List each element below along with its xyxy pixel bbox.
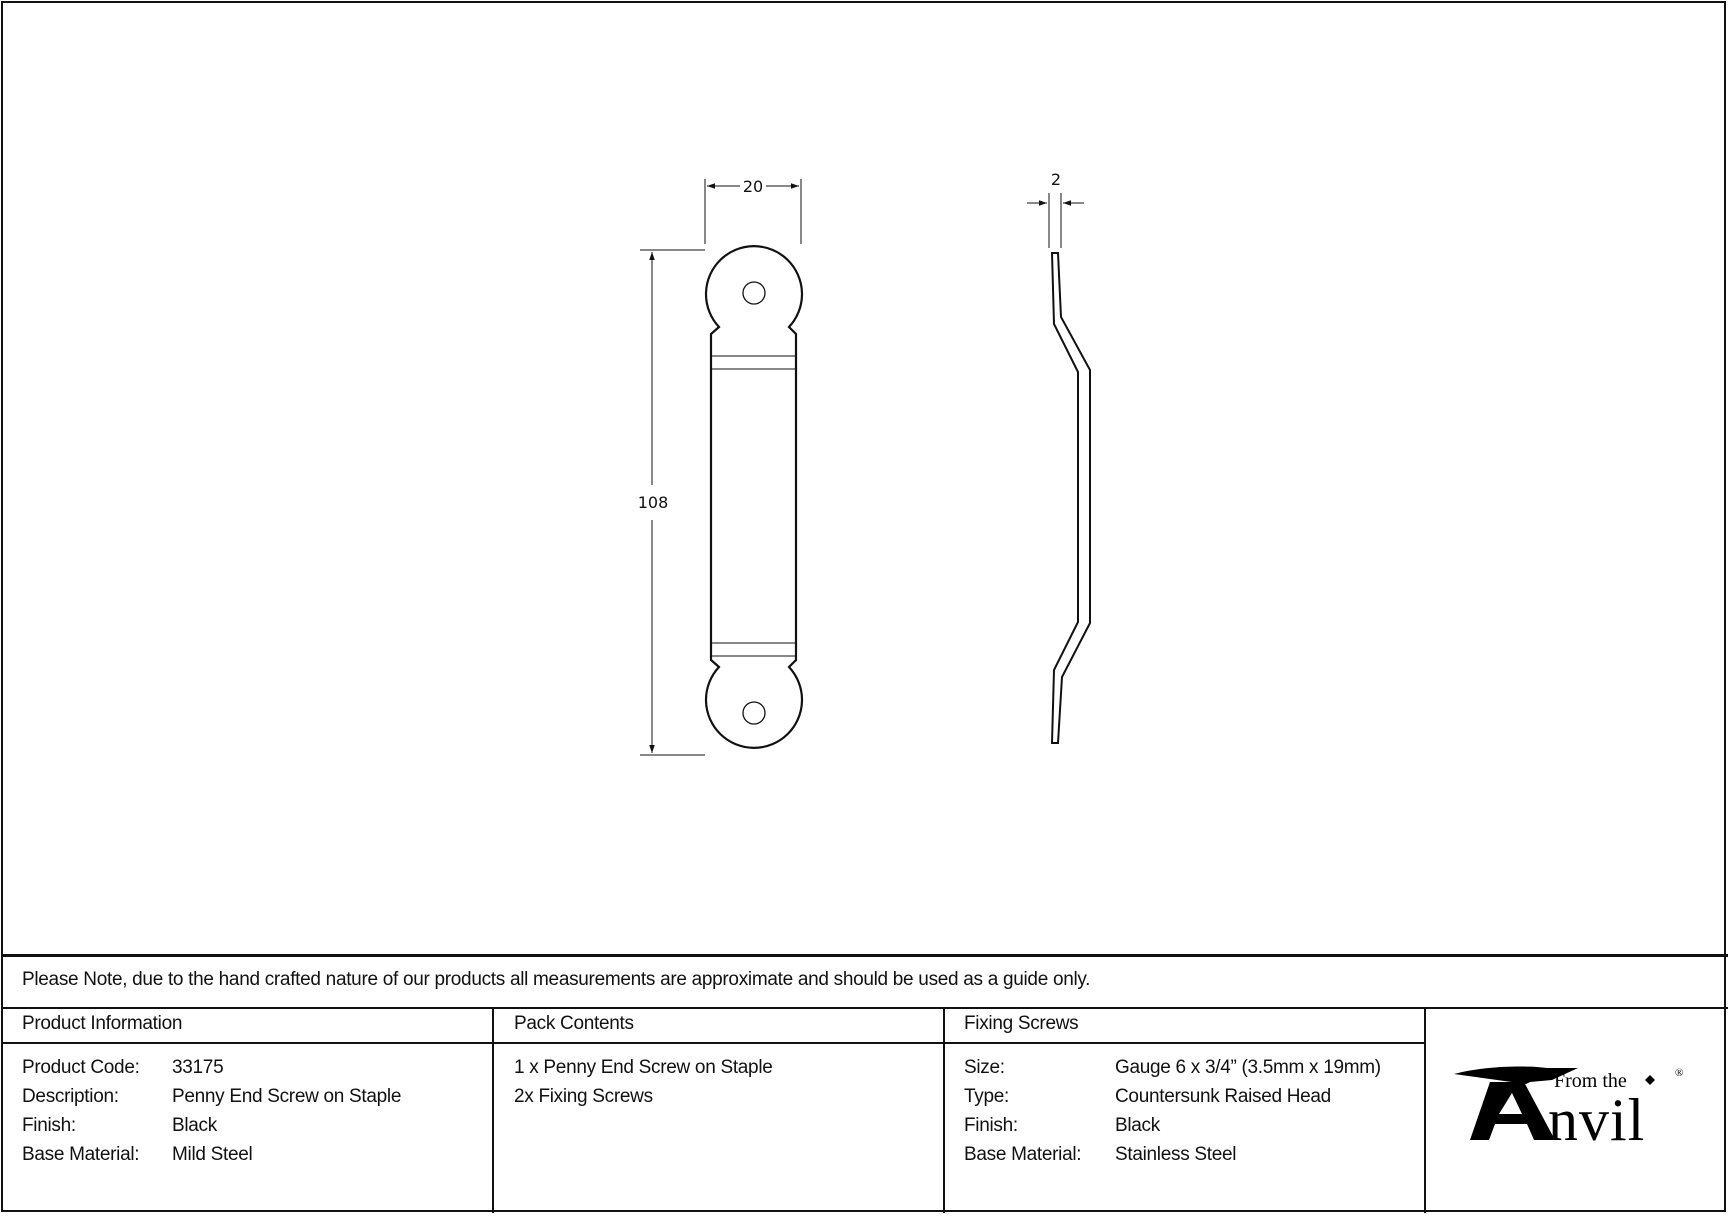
product-code-row bbox=[22, 1057, 223, 1079]
row-value: Black bbox=[172, 1115, 217, 1136]
row-label: Type: bbox=[964, 1086, 1009, 1107]
row-label: Finish: bbox=[964, 1115, 1018, 1136]
logo-line-1: From the bbox=[1554, 1070, 1627, 1092]
width-dimension-label: 20 bbox=[742, 177, 764, 196]
row-value: Gauge 6 x 3/4” (3.5mm x 19mm) bbox=[1115, 1057, 1381, 1078]
row-label: Base Material: bbox=[22, 1144, 140, 1165]
row-value: Mild Steel bbox=[172, 1144, 253, 1165]
row-label: Base Material: bbox=[964, 1144, 1082, 1165]
row-label: Product Code: bbox=[22, 1057, 140, 1078]
note-top-divider bbox=[1, 954, 1728, 957]
fixing-screws-title: Fixing Screws bbox=[964, 1013, 1079, 1034]
finish-row bbox=[22, 1115, 217, 1137]
description-row bbox=[22, 1086, 401, 1108]
row-value: Countersunk Raised Head bbox=[1115, 1086, 1331, 1107]
screw-type-row bbox=[964, 1086, 1331, 1108]
column-divider-1 bbox=[492, 1008, 494, 1213]
registered-mark: ® bbox=[1675, 1067, 1684, 1079]
row-label: Description: bbox=[22, 1086, 119, 1107]
screw-size-row bbox=[964, 1057, 1381, 1079]
thickness-dimension bbox=[1027, 193, 1084, 248]
diamond-icon bbox=[1645, 1075, 1655, 1085]
section-header-divider bbox=[1, 1042, 1425, 1044]
height-dimension-label: 108 bbox=[637, 493, 669, 512]
row-value: Penny End Screw on Staple bbox=[172, 1086, 402, 1107]
column-divider-2 bbox=[943, 1008, 945, 1213]
row-label: Size: bbox=[964, 1057, 1005, 1078]
product-information-title: Product Information bbox=[22, 1013, 183, 1034]
row-value: Black bbox=[1115, 1115, 1160, 1136]
thickness-dimension-label: 2 bbox=[1050, 170, 1062, 189]
sections-top-divider bbox=[1, 1007, 1728, 1009]
screw-finish-row bbox=[964, 1115, 1160, 1137]
pack-contents-title: Pack Contents bbox=[514, 1013, 634, 1034]
row-label: Finish: bbox=[22, 1115, 76, 1136]
base-material-row bbox=[22, 1144, 252, 1166]
row-value: 33175 bbox=[172, 1057, 224, 1078]
column-divider-3 bbox=[1424, 1008, 1426, 1213]
from-the-anvil-logo bbox=[1452, 1060, 1692, 1150]
screw-base-material-row bbox=[964, 1144, 1236, 1166]
disclaimer-note: Please Note, due to the hand crafted nature of our products all measurements are approximate and should be used as a guide only. bbox=[22, 969, 1091, 990]
logo-line-2: nvil bbox=[1548, 1087, 1646, 1150]
side-view bbox=[1052, 253, 1090, 743]
pack-item: 2x Fixing Screws bbox=[514, 1086, 653, 1107]
front-view bbox=[706, 246, 802, 748]
row-value: Stainless Steel bbox=[1115, 1144, 1237, 1165]
pack-item: 1 x Penny End Screw on Staple bbox=[514, 1057, 773, 1078]
